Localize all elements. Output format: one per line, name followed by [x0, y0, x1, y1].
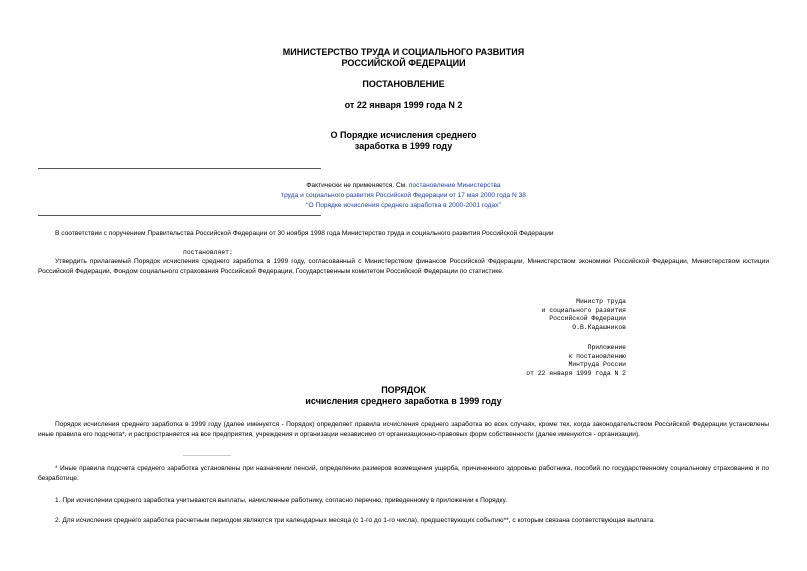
notice-bottom-rule — [38, 215, 321, 216]
notice-link-title[interactable]: "О Порядке исчисления среднего заработка в 2000-2001 годах" — [306, 202, 501, 209]
ministry-name-line2: РОССИЙСКОЙ ФЕДЕРАЦИИ — [341, 58, 466, 68]
order-item-1: 1. При исчислении среднего заработка учитываются выплаты, начисленные работнику, согласно перечню, приведенному в приложении к Порядку. — [55, 497, 507, 504]
order-item-2: 2. Для исчисления среднего заработка расчетным периодом являются три календарных месяца (с 1-го до 1-го числа), предшествующих событию**, с которым связана соответствующая выплата. — [55, 517, 655, 524]
footnote-separator: ________________ — [183, 451, 232, 457]
ministry-name-line1: МИНИСТЕРСТВО ТРУДА И СОЦИАЛЬНОГО РАЗВИТИЯ — [282, 47, 525, 57]
signature-line3: Российской Федерации — [549, 315, 626, 323]
signature-line2: и социального развития — [541, 306, 626, 314]
footnote-text: * Иные правила подсчета среднего заработка установлены при назначении пенсий, определении размеров возмещения ущерба, причиненного здоровью работника, пособий по государственному социальному страхованию и по безработице. — [38, 465, 769, 482]
order-paragraph-1: Порядок исчисления среднего заработка в 1999 году (далее именуется - Порядок) определяет правила исчисления среднего заработка во всех случаях, кроме тех, когда законодательством Российской Федерации установлены иные правила его подсчета*, и распространяется на все предприятия, учреждения и организации независимо от организационно-правовых форм собственности (далее именуются - организации). — [38, 421, 769, 438]
notice-link-ministry[interactable]: труда и социального развития Российской Федерации от 17 мая 2000 года N 38 — [281, 192, 526, 199]
signature-line1: Министр труда — [576, 298, 626, 305]
order-title: ПОРЯДОК — [381, 385, 426, 395]
intro-paragraph: В соответствии с поручением Правительства Российской Федерации от 30 ноября 1998 года Министерство труда и социального развития Российской Федерации — [55, 230, 554, 237]
notice-line1 — [0, 181, 807, 191]
document-date: от 22 января 1999 года N 2 — [344, 100, 463, 110]
signature-block — [508, 298, 626, 332]
appendix-line2: к постановлению — [568, 352, 626, 360]
appendix-line4: от 22 января 1999 года N 2 — [526, 369, 626, 377]
notice-prefix: Фактически не применяется. См. — [306, 182, 409, 189]
notice-link-decree[interactable]: постановление Министерства — [408, 182, 501, 189]
approve-paragraph: Утвердить прилагаемый Порядок исчисления среднего заработка в 1999 году, согласованный с Министерством финансов Российской Федерации, Министерством экономики Российской Федерации, Министерством юстиции Российской Федерации, Фондом социального страхования Российской Федерации, Государственным комитетом Российской Федерации по статистике. — [38, 258, 769, 275]
document-title-line2: заработка в 1999 году — [354, 141, 453, 151]
document-title-line1: О Порядке исчисления среднего — [330, 130, 477, 140]
appendix-line1: Приложение — [587, 344, 626, 351]
appendix-block — [480, 344, 626, 378]
signature-name: О.В.Кадашников — [572, 323, 626, 331]
document-type: ПОСТАНОВЛЕНИЕ — [362, 79, 445, 89]
resolves-word: постановляет: — [183, 249, 233, 256]
order-subtitle: исчисления среднего заработка в 1999 году — [305, 396, 502, 406]
appendix-line3: Минтруда России — [568, 361, 626, 369]
notice-top-rule — [38, 168, 321, 169]
